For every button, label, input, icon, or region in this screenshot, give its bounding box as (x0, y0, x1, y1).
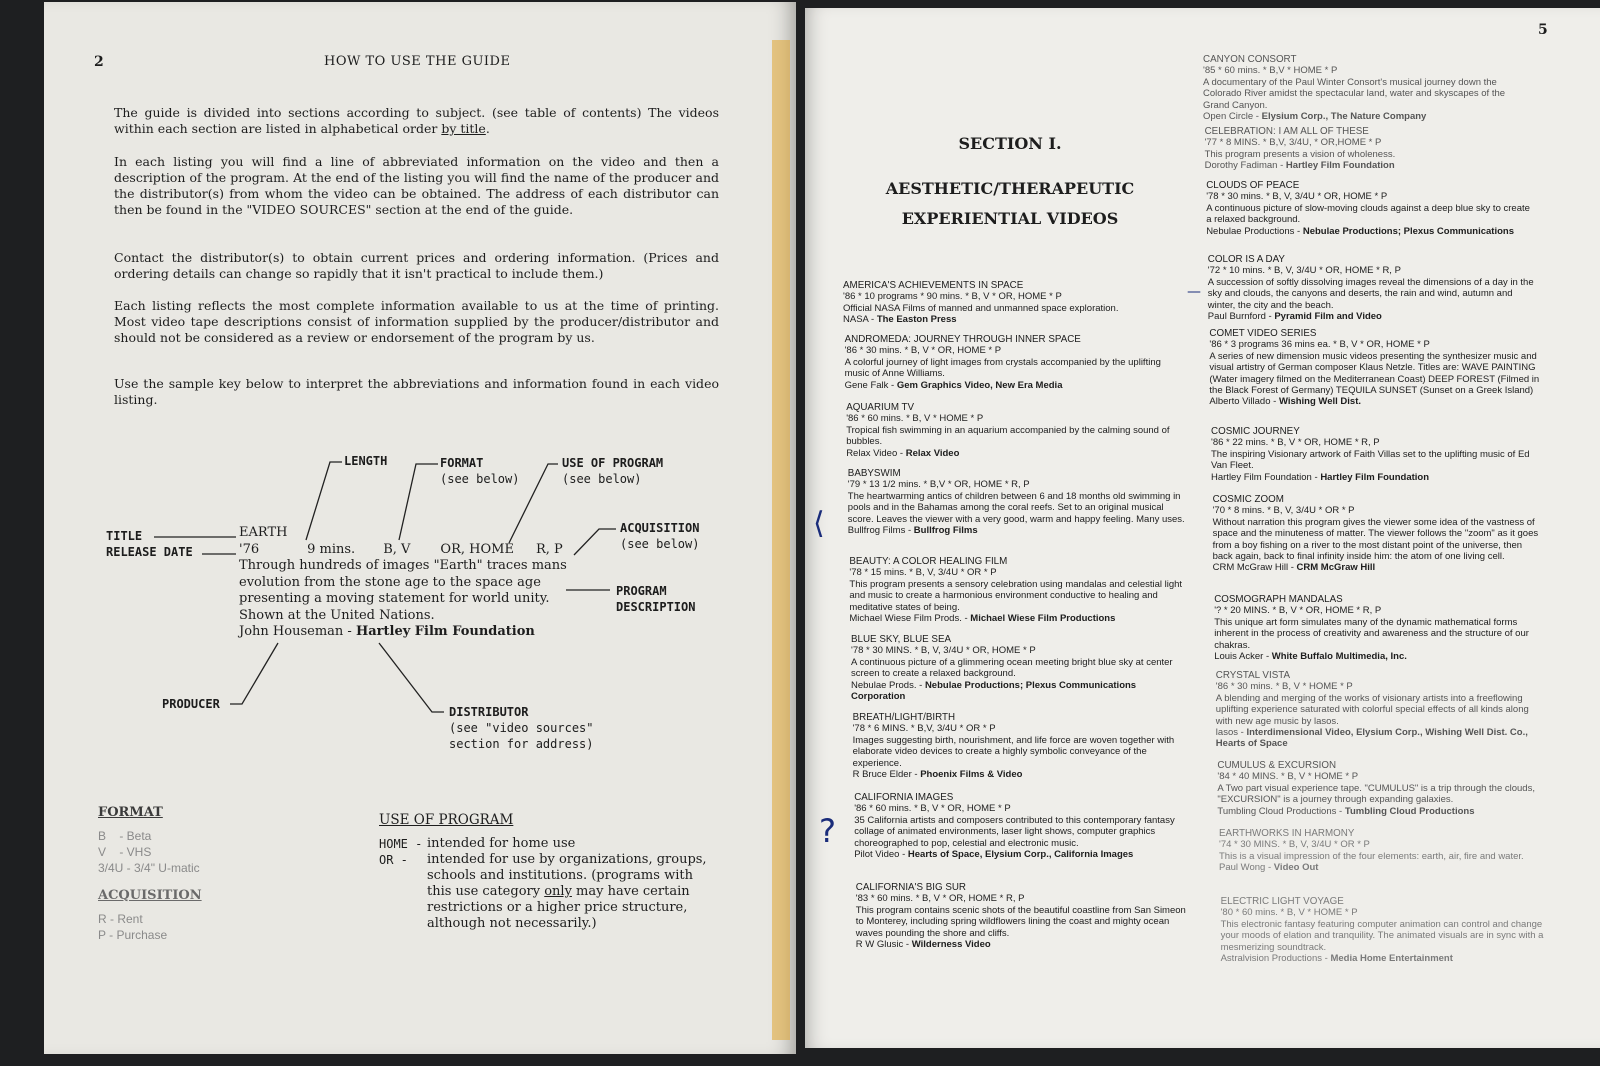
sample-credit: John Houseman - Hartley Film Foundation (239, 624, 535, 639)
listing-description: 35 California artists and composers contributed to this contemporary fantasy collage of animated environments, laser light shows, computer graphics choreographed to pop, celestial and electronic music. (854, 814, 1175, 849)
use-key-home: HOME - intended for home use (379, 836, 576, 851)
listing-title: BEAUTY: A COLOR HEALING FILM (849, 556, 1008, 567)
listing-producer: Louis Acker (1214, 651, 1264, 663)
section-title-line-1: AESTHETIC/THERAPEUTIC (885, 179, 1135, 198)
listing-info: '78 * 30 MINS. * B, V, 3/4U * OR, HOME * P (851, 645, 1036, 657)
intro-paragraph-2: In each listing you will find a line of abbreviated information on the video and then a description of the program. At the end of the listing you will find the name of the producer and the distributor(s) from whom the video can be obtained. The address of each distributor can then be found in the "VIDEO SOURCES" section at the end of the guide. (114, 154, 719, 217)
listing-distributor: Wilderness Video (911, 939, 991, 951)
video-listing (1213, 494, 1543, 574)
use-sub-label: (see below) (562, 472, 642, 486)
use-of-program-key (379, 812, 709, 932)
listing-info: '86 * 10 programs * 90 mins. * B, V * OR, HOME * P (843, 291, 1062, 303)
listing-title: COLOR IS A DAY (1207, 254, 1285, 265)
listing-producer: Alberto Villado (1209, 396, 1271, 408)
video-listing (846, 402, 1186, 459)
listing-distributor: Hartley Film Foundation (1320, 471, 1430, 483)
listing-description: A Two part visual experience tape. "CUMULUS" is a trip through the clouds, "EXCURSION" is a journey through expanding galaxies. (1217, 782, 1535, 806)
video-listing (1217, 760, 1547, 817)
listing-credit: lasos - Interdimensional Video, Elysium Corp., Wishing Well Dist. Co., Hearts of Space (1215, 727, 1528, 750)
video-listing (1205, 126, 1535, 172)
listing-distributor: Elysium Corp., The Nature Company (1261, 111, 1427, 123)
listing-description: Official NASA Films of manned and unmanned space exploration. (843, 302, 1119, 314)
listing-producer: NASA (843, 314, 869, 326)
listing-title: BABYSWIM (847, 468, 901, 479)
intro-paragraph-5: Use the sample key below to interpret the abbreviations and information found in each video listing. (114, 376, 719, 407)
distributor-label: DISTRIBUTOR (449, 705, 529, 719)
listing-credit: Nebulae Prods. - Nebulae Productions; Plexus Communications Corporation (851, 679, 1137, 703)
listing-producer: Paul Burnford (1207, 311, 1266, 323)
listing-credit: Paul Burnford - Pyramid Film and Video (1207, 311, 1382, 323)
listing-distributor: Hartley Film Foundation (1285, 160, 1395, 172)
acquisition-key-heading: ACQUISITION (98, 888, 202, 903)
listing-distributor: Video Out (1273, 862, 1319, 874)
listing-distributor: The Easton Press (876, 314, 957, 326)
listing-title: CLOUDS OF PEACE (1206, 180, 1300, 191)
listing-description: A continuous picture of a glimmering ocean meeting bright blue sky at center screen to create a relaxed background. (851, 656, 1173, 680)
listing-description: A documentary of the Paul Winter Consort's musical journey down the Colorado River amidst the spectacular land, water and skyscapes of the Grand Canyon. (1203, 76, 1506, 111)
format-key-list: B - Beta V - VHS 3/4U - 3/4" U-matic (98, 829, 200, 875)
listing-producer: R W Glusic (855, 939, 904, 951)
listing-title: AQUARIUM TV (846, 402, 915, 413)
listing-info: '86 * 3 programs 36 mins ea. * B, V * OR, HOME * P (1209, 339, 1430, 351)
sample-desc-2: evolution from the stone age to the space age (239, 574, 541, 590)
listing-producer: Hartley Film Foundation (1211, 471, 1312, 483)
handwritten-question-mark: ? (819, 812, 836, 850)
listing-info: '86 * 60 mins. * B, V * HOME * P (846, 413, 984, 425)
video-listing (853, 712, 1193, 780)
use-key-or: OR - intended for use by organizations, groups, schools and institutions. (programs with this use category only may have certain restrictions or a higher price structure, although not necessarily.) (379, 852, 707, 931)
listing-credit: Michael Wiese Film Prods. - Michael Wiese Film Productions (849, 613, 1116, 625)
listing-producer: Astralvision Productions (1220, 953, 1322, 965)
listing-title: COSMIC JOURNEY (1211, 426, 1300, 437)
sample-desc-4: Shown at the United Nations. (239, 607, 435, 623)
listing-producer: Michael Wiese Film Prods. (849, 613, 962, 625)
page-number: 2 (94, 54, 104, 70)
listing-credit: Nebulae Productions - Nebulae Productions; Plexus Communications (1206, 225, 1514, 237)
listing-producer: Bullfrog Films (847, 525, 906, 537)
video-listing (845, 334, 1185, 391)
listing-producer: Open Circle (1203, 111, 1254, 123)
listing-title: AMERICA'S ACHIEVEMENTS IN SPACE (843, 280, 1024, 291)
listing-title: BLUE SKY, BLUE SEA (851, 634, 952, 645)
listing-info: '84 * 40 MINS. * B, V * HOME * P (1217, 771, 1359, 783)
listing-description: Without narration this program gives the viewer some idea of the vastness of space and the minuteness of matter. The viewer follows the "zoom" as it goes from a boy fishing on a river to the most distant point of the universe, then back again, back to final infinity inside him: the atom of one living cell. (1212, 516, 1539, 563)
listing-producer: Relax Video (846, 447, 898, 459)
listing-credit: Relax Video - Relax Video (846, 447, 960, 459)
listing-producer: lasos (1215, 727, 1238, 739)
listing-title: ELECTRIC LIGHT VOYAGE (1220, 896, 1344, 907)
video-listing (1211, 426, 1541, 483)
listing-title: COSMOGRAPH MANDALAS (1214, 594, 1343, 605)
handwritten-bracket: ⟨ (813, 506, 825, 541)
listing-title: COMET VIDEO SERIES (1209, 328, 1317, 339)
listing-description: This program presents a sensory celebration using mandalas and celestial light and music to create a harmonious environment conductive to healing and meditative states of being. (849, 578, 1183, 613)
listing-credit: R W Glusic - Wilderness Video (855, 939, 991, 951)
sample-desc-1: Through hundreds of images "Earth" traces mans (239, 558, 567, 573)
listing-distributor: Pyramid Film and Video (1274, 311, 1382, 323)
video-listing (851, 634, 1191, 702)
listing-info: '85 * 60 mins. * B,V * HOME * P (1203, 65, 1338, 77)
listing-info: '86 * 22 mins. * B, V * OR, HOME * R, P (1211, 437, 1380, 449)
listing-title: BREATH/LIGHT/BIRTH (852, 712, 956, 723)
listing-producer: R Bruce Elder (852, 769, 912, 781)
video-listing (1209, 328, 1539, 408)
acquisition-sub-label: (see below) (620, 537, 700, 551)
listing-title: CUMULUS & EXCURSION (1217, 760, 1337, 771)
listing-producer: Paul Wong (1219, 862, 1266, 874)
listing-info: '80 * 60 mins. * B, V * HOME * P (1220, 907, 1358, 919)
listing-distributor: Bullfrog Films (913, 525, 978, 537)
sample-desc-3: presenting a moving statement for world unity. (239, 591, 550, 606)
listing-info: '79 * 13 1/2 mins. * B,V * OR, HOME * R, P (847, 479, 1030, 491)
listing-info: '72 * 10 mins. * B, V, 3/4U * OR, HOME * R, P (1207, 265, 1401, 277)
video-listing (849, 556, 1189, 624)
listing-description: A colorful journey of light images from crystals accompanied by the uplifting music of Anne Williams. (844, 356, 1161, 380)
listing-distributor: Wishing Well Dist. (1278, 396, 1362, 408)
section-number: SECTION I. (958, 134, 1062, 153)
length-label: LENGTH (344, 454, 388, 468)
video-listing (1221, 896, 1551, 964)
listing-description: This program presents a vision of wholeness. (1204, 148, 1396, 160)
page-number: 5 (1538, 22, 1548, 38)
page-heading: HOW TO USE THE GUIDE (324, 54, 511, 69)
listing-credit: Paul Wong - Video Out (1219, 862, 1319, 874)
listing-distributor: Interdimensional Video, Elysium Corp., Wishing Well Dist. Co., Hearts of Space (1215, 727, 1528, 750)
video-listing (843, 280, 1183, 326)
listing-distributor: CRM McGraw Hill (1296, 562, 1376, 574)
listing-title: CALIFORNIA'S BIG SUR (855, 882, 966, 893)
video-listing (856, 882, 1196, 950)
video-listing (854, 792, 1194, 860)
intro-paragraph-3: Contact the distributor(s) to obtain current prices and ordering information. (Prices and ordering details can change so rapidly that it isn't practical to include them.) (114, 250, 719, 281)
listing-distributor: White Buffalo Multimedia, Inc. (1271, 651, 1407, 663)
intro-paragraph-4: Each listing reflects the most complete information available to us at the time of printing. Most video tape descriptions consist of information supplied by the producer/distributor and should not be considered as a review or endorsement of the program by us. (114, 298, 719, 345)
video-listing (1203, 54, 1533, 122)
listing-credit: NASA - The Easton Press (843, 314, 957, 326)
listing-distributor: Relax Video (905, 447, 960, 459)
listing-producer: Tumbling Cloud Productions (1217, 805, 1337, 817)
sample-listing (239, 525, 567, 641)
video-listing (1214, 594, 1544, 662)
program-label: PROGRAM (616, 584, 667, 598)
distributor-sub-2: section for address) (449, 737, 594, 751)
listing-info: '77 * 8 MINS. * B,V, 3/4U, * OR,HOME * P (1204, 137, 1382, 149)
left-page (44, 2, 796, 1054)
listing-title: COSMIC ZOOM (1212, 494, 1284, 505)
intro-paragraph-1: The guide is divided into sections according to subject. (see table of contents) The videos within each section are listed in alphabetical order by title. (114, 105, 719, 136)
listing-credit: Astralvision Productions - Media Home Entertainment (1220, 953, 1453, 965)
video-listing (1219, 828, 1549, 874)
listing-producer: Dorothy Fadiman (1204, 160, 1278, 172)
listing-title: CALIFORNIA IMAGES (854, 792, 954, 803)
listing-distributor: Nebulae Productions; Plexus Communications (1302, 225, 1514, 237)
listing-producer: Gene Falk (844, 379, 889, 391)
listing-producer: CRM McGraw Hill (1212, 562, 1289, 574)
distributor-sub-1: (see "video sources" (449, 721, 594, 735)
acquisition-label: ACQUISITION (620, 521, 700, 535)
listing-description: This unique art form simulates many of the dynamic mathematical forms inherent in the process of creativity and awareness and the structure of our chakras. (1214, 616, 1529, 651)
video-listing (848, 468, 1188, 536)
listing-producer: Pilot Video (854, 849, 900, 861)
listing-description: A blending and merging of the works of visionary artists into a freeflowing uplifting experience saturated with colorful special effects of all kinds along with new age music by lasos. (1215, 692, 1529, 727)
listing-description: Tropical fish swimming in an aquarium accompanied by the calming sound of bubbles. (846, 424, 1170, 448)
listing-title: CELEBRATION: I AM ALL OF THESE (1204, 126, 1369, 137)
listing-description: A series of new dimension music videos presenting the synthesizer music and visual artistry of German composer Klaus Netzle. Titles are: WAVE PAINTING (Water imagery filmed on the Mediterranean Coast) DEEP FOREST (Filmed in the Black Forest of Germany) TEQUILA SUNSET (Sunset on a Greek Island) (1209, 350, 1540, 397)
listing-info: '78 * 15 mins. * B, V, 3/4U * OR * P (849, 567, 997, 579)
format-key-heading: FORMAT (98, 805, 163, 820)
listing-description: A succession of softly dissolving images reveal the dimensions of a day in the sky and clouds, the canyons and deserts, the rain and wind, autumn and winter, the city and the beach. (1207, 276, 1534, 311)
section-title-line-2: EXPERIENTIAL VIDEOS (901, 209, 1119, 228)
format-label: FORMAT (440, 456, 484, 470)
listing-credit: Dorothy Fadiman - Hartley Film Foundation (1204, 160, 1395, 172)
listing-producer: Nebulae Prods. (851, 679, 917, 691)
listing-distributor: Phoenix Films & Video (920, 769, 1023, 781)
handwritten-arrow: — (1187, 284, 1201, 300)
release-date-label: RELEASE DATE (106, 545, 193, 559)
sample-info-line: '76 9 mins. B, V OR, HOME R, P (239, 541, 563, 557)
listing-title: EARTHWORKS IN HARMONY (1219, 828, 1355, 839)
listing-distributor: Michael Wiese Film Productions (970, 613, 1116, 625)
right-page (805, 8, 1600, 1048)
listing-distributor: Gem Graphics Video, New Era Media (896, 379, 1063, 391)
video-listing (1206, 180, 1536, 237)
listing-description: Images suggesting birth, nourishment, and life force are woven together with elaborate video devices to create a highly symbolic conveyance of the experience. (852, 734, 1175, 769)
listing-distributor: Hearts of Space, Elysium Corp., California Images (907, 849, 1134, 861)
listing-description: This program contains scenic shots of the beautiful coastline from San Simeon to Monterey, including spring wildflowers lining the coast and mighty ocean waves pounding the shore and cliffs. (855, 904, 1186, 939)
listing-credit: Open Circle - Elysium Corp., The Nature Company (1203, 111, 1427, 123)
listing-info: '86 * 30 mins. * B, V * HOME * P (1215, 681, 1353, 693)
listing-description: A continuous picture of slow-moving clouds against a deep blue sky to create a relaxed background. (1206, 202, 1530, 226)
description-label: DESCRIPTION (616, 600, 696, 614)
listing-distributor: Media Home Entertainment (1330, 953, 1453, 965)
listing-description: This electronic fantasy featuring computer animation can control and change your moods of elation and tranquility. The animated visuals are in sync with a mesmerizing soundtrack. (1220, 918, 1544, 953)
listing-distributor: Nebulae Productions; Plexus Communications Corporation (851, 679, 1137, 703)
listing-info: '70 * 8 mins. * B, V, 3/4U * OR * P (1212, 505, 1355, 517)
listing-info: '83 * 60 mins. * B, V * OR, HOME * R, P (855, 893, 1025, 905)
format-sub-label: (see below) (440, 472, 520, 486)
listing-info: '78 * 30 mins. * B, V, 3/4U * OR, HOME * P (1206, 191, 1388, 203)
listing-title: ANDROMEDA: JOURNEY THROUGH INNER SPACE (844, 334, 1081, 345)
video-listing (1208, 254, 1538, 322)
title-label: TITLE (106, 529, 143, 543)
use-key-heading: USE OF PROGRAM (379, 812, 514, 828)
listing-info: '86 * 30 mins. * B, V * OR, HOME * P (844, 345, 1002, 357)
gutter-edge (772, 40, 790, 1040)
producer-label: PRODUCER (162, 697, 220, 711)
sample-title: EARTH (239, 525, 288, 540)
listing-info: '? * 20 MINS. * B, V * OR, HOME * R, P (1214, 605, 1382, 617)
listing-info: '78 * 6 MINS. * B,V, 3/4U * OR * P (852, 723, 996, 735)
listing-distributor: Tumbling Cloud Productions (1344, 805, 1475, 817)
listing-description: The heartwarming antics of children between 6 and 18 months old swimming in pools and in the Bahamas among the coral reefs. Set to an original musical score. Leaves the viewer with a very good, warm and happy feeling. Many uses. (847, 490, 1185, 525)
listing-credit: Louis Acker - White Buffalo Multimedia, Inc. (1214, 651, 1407, 663)
listing-credit: Bullfrog Films - Bullfrog Films (847, 525, 978, 537)
listing-description: The inspiring Visionary artwork of Faith Villas set to the uplifting music of Ed Van Fleet. (1211, 448, 1530, 472)
listing-credit: Hartley Film Foundation - Hartley Film Foundation (1211, 471, 1430, 483)
listing-credit: Alberto Villado - Wishing Well Dist. (1209, 396, 1362, 408)
listing-info: '86 * 60 mins. * B, V * OR, HOME * P (854, 803, 1011, 815)
listing-title: CANYON CONSORT (1203, 54, 1297, 65)
listing-credit: Tumbling Cloud Productions - Tumbling Cloud Productions (1217, 805, 1475, 817)
listing-producer: Nebulae Productions (1206, 225, 1295, 237)
listing-info: '74 * 30 MINS. * B, V, 3/4U * OR * P (1219, 839, 1370, 851)
listing-credit: R Bruce Elder - Phoenix Films & Video (852, 769, 1023, 781)
listing-credit: Pilot Video - Hearts of Space, Elysium Corp., California Images (854, 849, 1134, 861)
listing-title: CRYSTAL VISTA (1215, 670, 1291, 681)
video-listing (1216, 670, 1546, 750)
listing-credit: Gene Falk - Gem Graphics Video, New Era Media (844, 379, 1063, 391)
acquisition-key-list: R - Rent P - Purchase (98, 912, 168, 942)
listing-description: This is a visual impression of the four elements: earth, air, fire and water. (1219, 850, 1524, 862)
use-label: USE OF PROGRAM (562, 456, 664, 470)
listing-credit: CRM McGraw Hill - CRM McGraw Hill (1212, 562, 1376, 574)
